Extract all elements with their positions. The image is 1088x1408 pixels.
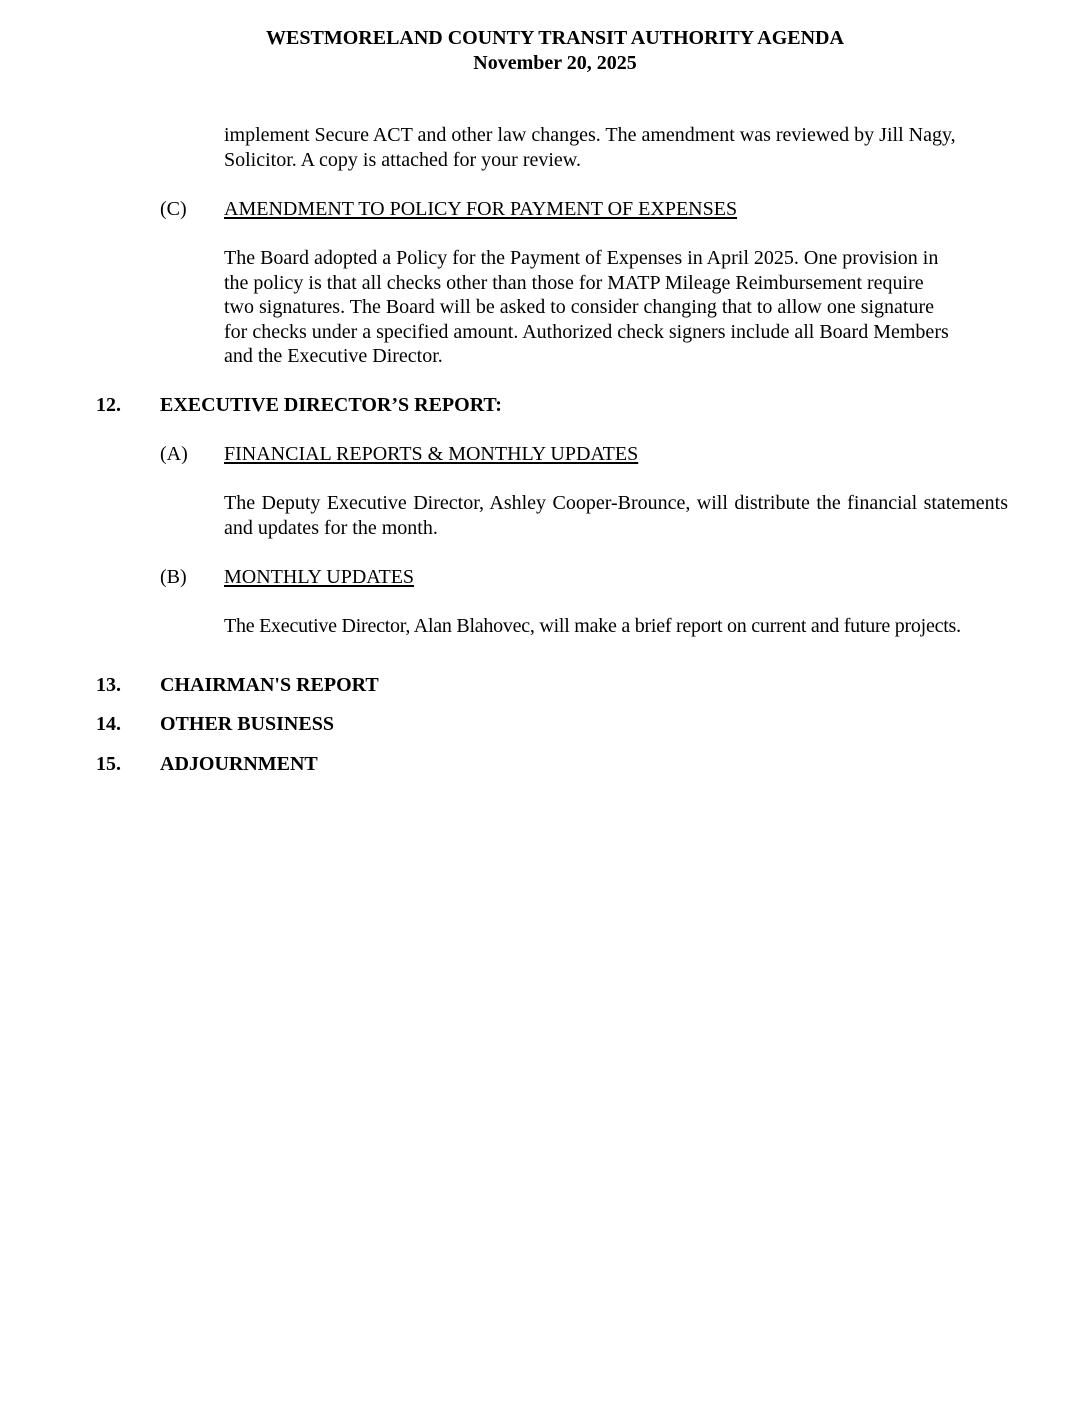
continuation-line: implement Secure ACT and other law changes. The amendment was reviewed by Jill Nagy, [224, 124, 956, 146]
agenda-title: WESTMORELAND COUNTY TRANSIT AUTHORITY AGENDA [266, 27, 844, 49]
item-c-line: The Board adopted a Policy for the Payment of Expenses in April 2025. One provision in [224, 247, 939, 269]
document-header [0, 26, 1088, 76]
item-c-paragraph [224, 246, 1008, 369]
item-c-marker: (C) [160, 198, 187, 220]
item-c-line: for checks under a specified amount. Authorized check signers include all Board Members [224, 320, 949, 343]
item-b-paragraph: The Executive Director, Alan Blahovec, will make a brief report on current and future projects. [224, 615, 961, 637]
item-b-title: MONTHLY UPDATES [224, 566, 415, 588]
item-c-title: AMENDMENT TO POLICY FOR PAYMENT OF EXPENSES [224, 198, 738, 220]
continuation-paragraph [224, 123, 1008, 172]
item-a-paragraph: The Deputy Executive Director, Ashley Cooper-Brounce, will distribute the financial statements and updates for the month. [224, 492, 1008, 539]
section-12-number: 12. [96, 394, 121, 416]
item-a-title: FINANCIAL REPORTS & MONTHLY UPDATES [224, 443, 639, 465]
agenda-date: November 20, 2025 [473, 52, 637, 74]
section-13-number: 13. [96, 674, 121, 696]
continuation-line: Solicitor. A copy is attached for your review. [224, 148, 581, 171]
item-c-line: and the Executive Director. [224, 345, 443, 367]
item-b-marker: (B) [160, 566, 187, 588]
item-c-line: two signatures. The Board will be asked to consider changing that to allow one signature [224, 296, 935, 318]
item-c-line: the policy is that all checks other than those for MATP Mileage Reimbursement require [224, 271, 924, 294]
section-13-title: CHAIRMAN'S REPORT [160, 674, 379, 696]
section-14-title: OTHER BUSINESS [160, 713, 334, 735]
section-15-number: 15. [96, 753, 121, 775]
section-15-title: ADJOURNMENT [160, 753, 318, 775]
item-a-marker: (A) [160, 443, 188, 465]
section-12-title: EXECUTIVE DIRECTOR’S REPORT: [160, 394, 502, 416]
section-14-number: 14. [96, 713, 121, 735]
